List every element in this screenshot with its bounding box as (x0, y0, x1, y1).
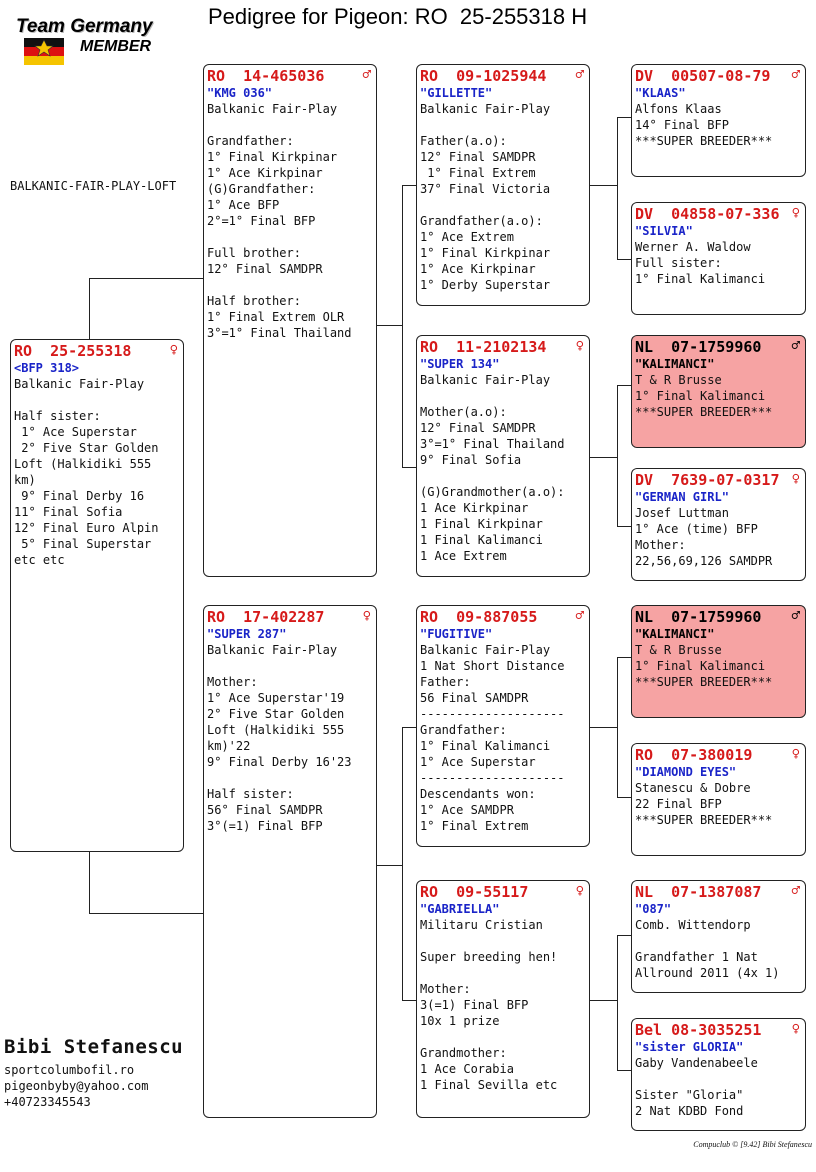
male-icon: ♂ (791, 338, 800, 354)
pedigree-note-line: 1 Ace Kirkpinar (420, 501, 529, 515)
ring-number: RO 11-2102134 (420, 338, 547, 356)
pigeon-name: "GERMAN GIRL" (635, 490, 729, 504)
pedigree-note-line: 1° Final Kalimanci (635, 389, 766, 403)
connector (617, 117, 632, 118)
pigeon-name: "FUGITIVE" (420, 627, 493, 641)
team-germany-logo (14, 14, 184, 70)
pedigree-note-line: 56 Final SAMDPR (420, 691, 529, 705)
pedigree-note-line: 1° Ace (time) BFP (635, 522, 758, 536)
pedigree-note-line: 2° Five Star Golden (207, 707, 345, 721)
connector (89, 852, 90, 913)
pedigree-note-line: -------------------- (420, 771, 565, 785)
logo-line-2: MEMBER (80, 38, 152, 55)
breeder-signature (4, 1036, 183, 1110)
connector (617, 935, 632, 936)
pedigree-note-line: 1° Final Kalimanci (420, 739, 551, 753)
connector (89, 278, 90, 340)
pedigree-note-line (635, 1071, 802, 1087)
card-header (635, 609, 802, 626)
pedigree-note-line: 3°=1° Final Thailand (420, 437, 565, 451)
pedigree-note-line: Grandmother: (420, 1046, 507, 1060)
pedigree-note-line: Werner A. Waldow (635, 240, 751, 254)
pedigree-note-line (14, 392, 180, 408)
pedigree-note-line: 1 Ace Corabia (420, 1062, 514, 1076)
pedigree-note-line: 56° Final SAMDPR (207, 803, 323, 817)
pedigree-note-line: (G)Grandfather: (207, 182, 316, 196)
pedigree-note-line: Super breeding hen! (420, 950, 558, 964)
pedigree-note-line: 3°=1° Final Thailand (207, 326, 352, 340)
connector (617, 385, 632, 386)
pigeon-card-dam-sire[interactable] (416, 605, 590, 847)
pigeon-name: "KALIMANCI" (635, 627, 715, 641)
pigeon-card-ds-dam[interactable] (631, 743, 806, 856)
pedigree-note-line: 1 Final Kirkpinar (420, 517, 543, 531)
female-icon: ♀ (791, 746, 800, 762)
pedigree-note-line: 1° Final Kalimanci (635, 659, 766, 673)
male-icon: ♂ (575, 608, 584, 624)
pigeon-name: "GABRIELLA" (420, 902, 500, 916)
pigeon-card-ss-dam[interactable] (631, 202, 806, 315)
pedigree-note-line: 3(=1) Final BFP (420, 998, 529, 1012)
pedigree-note-line: 1 Ace Extrem (420, 549, 507, 563)
female-icon: ♀ (575, 338, 584, 354)
pigeon-name: "DIAMOND EYES" (635, 765, 737, 779)
pigeon-name: "087" (635, 902, 672, 916)
pedigree-note-line (207, 117, 373, 133)
pedigree-note-line: 1° Final Kirkpinar (207, 150, 338, 164)
card-header (635, 1022, 802, 1039)
breeder-phone: +40723345543 (4, 1095, 91, 1109)
pedigree-note-line: 1° Final Extrem (420, 166, 536, 180)
pedigree-note-line: 1° Ace Superstar'19 (207, 691, 345, 705)
pedigree-note-line: -------------------- (420, 707, 565, 721)
pedigree-note-line: 12° Final SAMDPR (207, 262, 323, 276)
pedigree-note-line: 2° Five Star Golden (14, 441, 159, 455)
pedigree-note-line: Grandfather: (207, 134, 294, 148)
card-header (420, 68, 586, 85)
pedigree-note-line: 12° Final SAMDPR (420, 421, 536, 435)
pedigree-note-line: T & R Brusse (635, 643, 722, 657)
pigeon-name: <BFP 318> (14, 361, 80, 375)
breeder-name: Bibi Stefanescu (4, 1036, 184, 1058)
card-header (420, 339, 586, 356)
ring-number: NL 07-1387087 (635, 883, 762, 901)
ring-number: RO 17-402287 (207, 608, 325, 626)
pedigree-note-line: Mother: (420, 982, 471, 996)
ring-number: RO 09-887055 (420, 608, 538, 626)
male-icon: ♂ (791, 883, 800, 899)
card-header (14, 343, 180, 360)
ring-number: RO 09-1025944 (420, 67, 547, 85)
ring-number: DV 04858-07-336 (635, 205, 780, 223)
connector (402, 1000, 417, 1001)
pedigree-note-line: 1 Final Sevilla etc (420, 1078, 558, 1092)
connector (617, 657, 618, 797)
pedigree-note-line: Loft (Halkidiki 555 (207, 723, 345, 737)
pedigree-note-line: Stanescu & Dobre (635, 781, 751, 795)
pedigree-note-line: 1° Ace Superstar (14, 425, 137, 439)
connector (402, 727, 417, 728)
pedigree-note-line (207, 658, 373, 674)
connector (89, 913, 204, 914)
pedigree-note-line: 1° Ace BFP (207, 198, 280, 212)
connector (376, 865, 403, 866)
pigeon-name: "SUPER 134" (420, 357, 500, 371)
breeder-website[interactable]: sportcolumbofil.ro (4, 1063, 135, 1077)
ring-number: Bel 08-3035251 (635, 1021, 762, 1039)
card-header (420, 609, 586, 626)
pigeon-card-dd-dam[interactable] (631, 1018, 806, 1131)
pedigree-note-line (420, 1029, 586, 1045)
pedigree-note-line: ***SUPER BREEDER*** (635, 405, 773, 419)
pedigree-note-line: 1° Ace Extrem (420, 230, 514, 244)
pigeon-name: "SILVIA" (635, 224, 693, 238)
pedigree-note-line: 12° Final Euro Alpin (14, 521, 159, 535)
pigeon-card-ds-sire[interactable] (631, 605, 806, 718)
pedigree-note-line: 9° Final Derby 16 (14, 489, 145, 503)
pedigree-note-line: 2 Nat KDBD Fond (635, 1104, 744, 1118)
connector (589, 457, 618, 458)
pigeon-name: "sister GLORIA" (635, 1040, 744, 1054)
connector (617, 935, 618, 1070)
connector (89, 278, 204, 279)
pedigree-note-line: Mother: (207, 675, 258, 689)
ring-number: DV 00507-08-79 (635, 67, 771, 85)
female-icon: ♀ (791, 471, 800, 487)
connector (617, 657, 632, 658)
pedigree-note-line: Half sister: (207, 787, 294, 801)
pedigree-note-line: Balkanic Fair-Play (420, 373, 551, 387)
card-header (635, 884, 802, 901)
pigeon-name: "KLAAS" (635, 86, 686, 100)
pigeon-card-dd-sire[interactable] (631, 880, 806, 993)
pedigree-note-line: ***SUPER BREEDER*** (635, 813, 773, 827)
pedigree-note-line: 5° Final Superstar (14, 537, 152, 551)
ring-number: RO 09-55117 (420, 883, 529, 901)
pigeon-card-subject[interactable] (10, 339, 184, 852)
pedigree-note-line: 22 Final BFP (635, 797, 722, 811)
pigeon-card-sire[interactable] (203, 64, 377, 577)
pedigree-note-line: Balkanic Fair-Play (207, 102, 338, 116)
pedigree-note-line: 1° Final Kalimanci (635, 272, 766, 286)
logo-line-1: Team Germany (16, 16, 153, 37)
female-icon: ♀ (575, 883, 584, 899)
card-header (207, 68, 373, 85)
connector (402, 467, 417, 468)
pedigree-note-line: 9° Final Derby 16'23 (207, 755, 352, 769)
pedigree-note-line: Balkanic Fair-Play (420, 102, 551, 116)
pedigree-note-line: Half brother: (207, 294, 301, 308)
ring-number: RO 07-380019 (635, 746, 753, 764)
connector (617, 385, 618, 526)
pedigree-note-line: Balkanic Fair-Play (420, 643, 551, 657)
pedigree-note-line: km) (14, 473, 36, 487)
pedigree-note-line: Full sister: (635, 256, 722, 270)
pedigree-note-line: 1° Derby Superstar (420, 278, 551, 292)
pedigree-note-line: Gaby Vandenabeele (635, 1056, 758, 1070)
connector (402, 185, 417, 186)
pedigree-note-line: etc etc (14, 553, 65, 567)
pigeon-card-sire-dam[interactable] (416, 335, 590, 577)
connector (376, 325, 403, 326)
pedigree-note-line: 1 Nat Short Distance (420, 659, 565, 673)
pedigree-note-line: 9° Final Sofia (420, 453, 522, 467)
pedigree-note-line (420, 388, 586, 404)
pedigree-note-line (635, 933, 802, 949)
pedigree-note-line (420, 468, 586, 484)
pigeon-name: "KALIMANCI" (635, 357, 715, 371)
pedigree-note-line: 1° Ace Superstar (420, 755, 536, 769)
ring-number: DV 7639-07-0317 (635, 471, 780, 489)
pedigree-note-line: 12° Final SAMDPR (420, 150, 536, 164)
pigeon-card-dam-dam[interactable] (416, 880, 590, 1118)
pedigree-note-line: 22,56,69,126 SAMDPR (635, 554, 773, 568)
pedigree-note-line (420, 933, 586, 949)
pedigree-note-line: Half sister: (14, 409, 101, 423)
card-header (635, 472, 802, 489)
flag-icon (24, 36, 64, 66)
loft-name: BALKANIC-FAIR-PLAY-LOFT (10, 179, 177, 193)
pedigree-note-line: Descendants won: (420, 787, 536, 801)
pedigree-note-line: Full brother: (207, 246, 301, 260)
female-icon: ♀ (791, 205, 800, 221)
pedigree-note-line: 37° Final Victoria (420, 182, 551, 196)
card-header (635, 68, 802, 85)
pedigree-note-line (420, 117, 586, 133)
pedigree-note-line: 1 Final Kalimanci (420, 533, 543, 547)
pedigree-note-line (207, 277, 373, 293)
pedigree-note-line: 11° Final Sofia (14, 505, 123, 519)
page-title: Pedigree for Pigeon: RO 25-255318 H (208, 4, 588, 29)
pedigree-note-line: Josef Luttman (635, 506, 729, 520)
pigeon-card-sire-sire[interactable] (416, 64, 590, 306)
pigeon-card-ss-sire[interactable] (631, 64, 806, 177)
pigeon-card-sd-dam[interactable] (631, 468, 806, 581)
pedigree-note-line (420, 965, 586, 981)
card-header (635, 747, 802, 764)
connector (617, 1070, 632, 1071)
pedigree-note-line: 14° Final BFP (635, 118, 729, 132)
ring-number: RO 25-255318 (14, 342, 132, 360)
pedigree-note-line: Alfons Klaas (635, 102, 722, 116)
pedigree-note-line: ***SUPER BREEDER*** (635, 675, 773, 689)
male-icon: ♂ (791, 608, 800, 624)
connector (617, 797, 632, 798)
pedigree-note-line (207, 229, 373, 245)
pedigree-note-line: Comb. Wittendorp (635, 918, 751, 932)
connector (402, 185, 403, 467)
pedigree-note-line: 3°(=1) Final BFP (207, 819, 323, 833)
ring-number: NL 07-1759960 (635, 608, 762, 626)
pedigree-note-line (420, 197, 586, 213)
pedigree-note-line: Father(a.o): (420, 134, 507, 148)
card-header (207, 609, 373, 626)
female-icon: ♀ (362, 608, 371, 624)
ring-number: NL 07-1759960 (635, 338, 762, 356)
pedigree-note-line: Balkanic Fair-Play (207, 643, 338, 657)
pigeon-name: "GILLETTE" (420, 86, 493, 100)
connector (617, 117, 618, 259)
connector (617, 259, 632, 260)
male-icon: ♂ (575, 67, 584, 83)
female-icon: ♀ (169, 342, 178, 358)
pedigree-note-line: Mother(a.o): (420, 405, 507, 419)
pedigree-note-line: Militaru Cristian (420, 918, 543, 932)
pedigree-note-line: Grandfather(a.o): (420, 214, 543, 228)
pedigree-note-line: 10x 1 prize (420, 1014, 500, 1028)
pedigree-note-line: 1° Final Extrem (420, 819, 529, 833)
pedigree-note-line: ***SUPER BREEDER*** (635, 134, 773, 148)
pedigree-note-line: 1° Ace Kirkpinar (420, 262, 536, 276)
male-icon: ♂ (791, 67, 800, 83)
pedigree-note-line: Allround 2011 (4x 1) (635, 966, 780, 980)
breeder-email[interactable]: pigeonbyby@yahoo.com (4, 1079, 149, 1093)
connector (617, 526, 632, 527)
pedigree-note-line: Grandfather 1 Nat (635, 950, 758, 964)
pedigree-note-line (207, 770, 373, 786)
pedigree-note-line: Grandfather: (420, 723, 507, 737)
card-header (420, 884, 586, 901)
pedigree-note-line: Loft (Halkidiki 555 (14, 457, 152, 471)
connector (589, 1000, 618, 1001)
pedigree-note-line: 1° Final Kirkpinar (420, 246, 551, 260)
pedigree-note-line: Sister "Gloria" (635, 1088, 744, 1102)
pedigree-note-line: T & R Brusse (635, 373, 722, 387)
pedigree-note-line: 1° Final Extrem OLR (207, 310, 345, 324)
pigeon-name: "KMG 036" (207, 86, 273, 100)
male-icon: ♂ (362, 67, 371, 83)
connector (589, 727, 618, 728)
pedigree-note-line: (G)Grandmother(a.o): (420, 485, 565, 499)
ring-number: RO 14-465036 (207, 67, 325, 85)
pedigree-note-line: Balkanic Fair-Play (14, 377, 145, 391)
pedigree-note-line: 1° Ace SAMDPR (420, 803, 514, 817)
connector (589, 185, 618, 186)
pedigree-note-line: Father: (420, 675, 471, 689)
pigeon-card-dam[interactable] (203, 605, 377, 1118)
pigeon-name: "SUPER 287" (207, 627, 287, 641)
pedigree-note-line: 1° Ace Kirkpinar (207, 166, 323, 180)
female-icon: ♀ (791, 1021, 800, 1037)
pigeon-card-sd-sire[interactable] (631, 335, 806, 448)
connector (402, 727, 403, 1000)
card-header (635, 206, 802, 223)
pedigree-note-line: Mother: (635, 538, 686, 552)
pedigree-note-line: km)'22 (207, 739, 251, 753)
pedigree-note-line: 2°=1° Final BFP (207, 214, 316, 228)
card-header (635, 339, 802, 356)
footer-credit: Compuclub © [9.42] Bibi Stefanescu (693, 1140, 812, 1149)
